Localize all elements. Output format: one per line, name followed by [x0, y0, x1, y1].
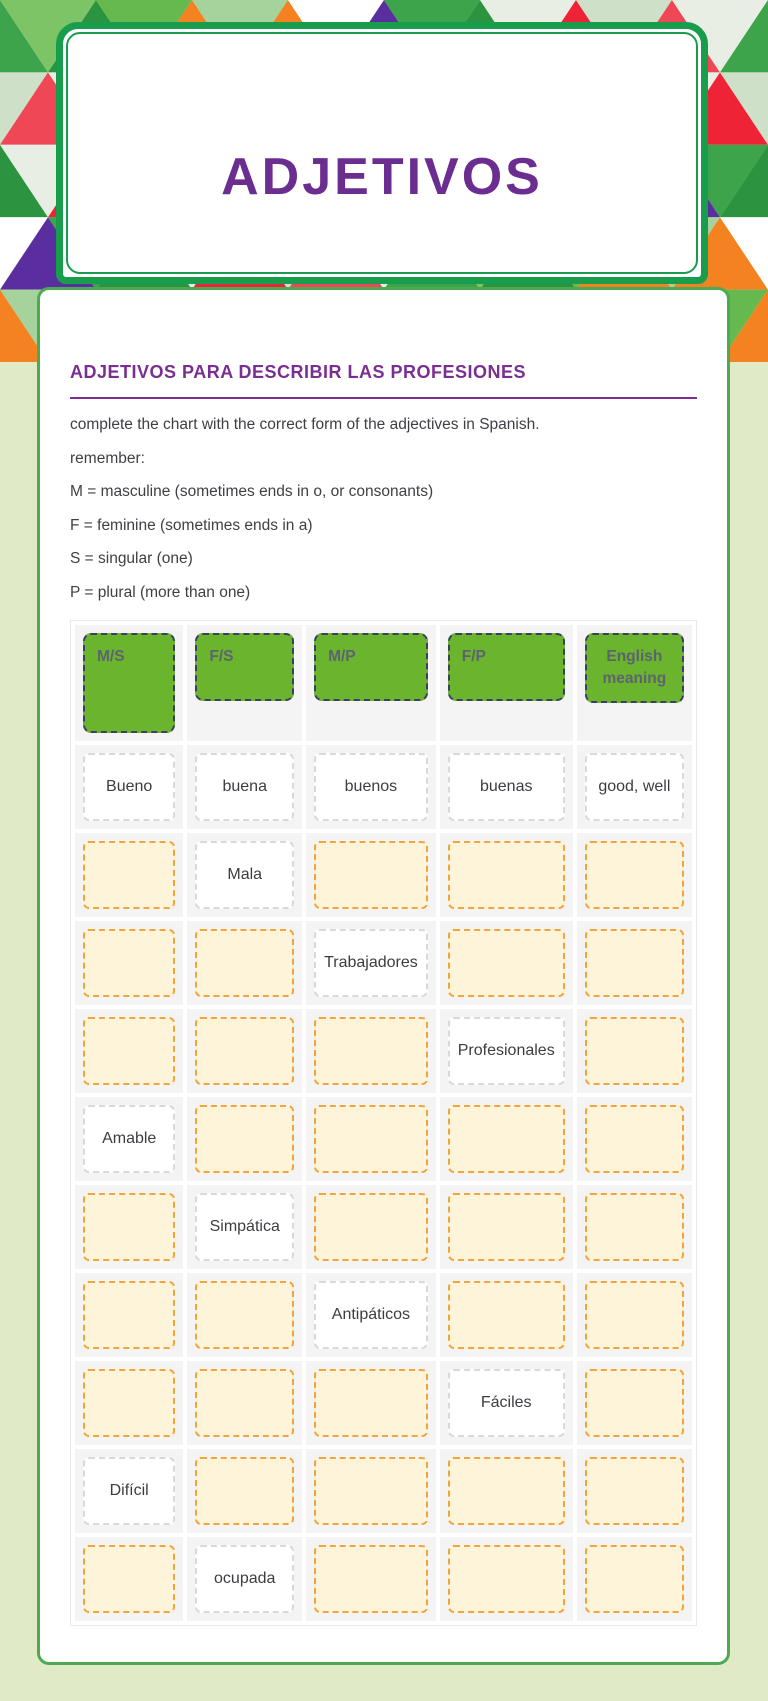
- answer-box-empty[interactable]: [448, 1193, 565, 1261]
- answer-box-filled[interactable]: Antipáticos: [314, 1281, 428, 1349]
- table-cell: [577, 1449, 692, 1533]
- answer-box-filled[interactable]: buena: [195, 753, 294, 821]
- instruction-line: complete the chart with the correct form of the adjectives in Spanish.: [70, 416, 540, 433]
- answer-box-empty[interactable]: [585, 1457, 684, 1525]
- answer-box-empty[interactable]: [448, 1457, 565, 1525]
- table-cell: [440, 1449, 573, 1533]
- table-row: [75, 1449, 692, 1533]
- answer-box-empty[interactable]: [448, 1545, 565, 1613]
- column-header-box: English meaning: [585, 633, 684, 703]
- table-cell: [577, 1185, 692, 1269]
- table-cell: [306, 921, 436, 1005]
- table-cell: [187, 1009, 302, 1093]
- table-cell: [187, 1273, 302, 1357]
- table-row: [75, 1097, 692, 1181]
- adjectives-table: [70, 620, 697, 1626]
- table-cell: [187, 625, 302, 741]
- answer-box-filled[interactable]: Fáciles: [448, 1369, 565, 1437]
- table-cell: [75, 1361, 183, 1445]
- answer-box-filled[interactable]: good, well: [585, 753, 684, 821]
- table-cell: [577, 745, 692, 829]
- answer-box-empty[interactable]: [314, 841, 428, 909]
- table-cell: [440, 833, 573, 917]
- answer-box-empty[interactable]: [83, 1369, 175, 1437]
- answer-box-empty[interactable]: [314, 1017, 428, 1085]
- answer-box-empty[interactable]: [83, 1545, 175, 1613]
- answer-box-empty[interactable]: [448, 1105, 565, 1173]
- table-cell: [187, 1097, 302, 1181]
- table-cell: [306, 1537, 436, 1621]
- worksheet-title: ADJETIVOS: [221, 148, 543, 206]
- table-cell: [306, 1097, 436, 1181]
- table-cell: [577, 1537, 692, 1621]
- answer-box-filled[interactable]: Simpática: [195, 1193, 294, 1261]
- answer-box-filled[interactable]: Profesionales: [448, 1017, 565, 1085]
- table-cell: [187, 1449, 302, 1533]
- worksheet-body-card: [37, 287, 730, 1665]
- table-cell: [75, 1449, 183, 1533]
- table-cell: [187, 1361, 302, 1445]
- table-cell: [577, 921, 692, 1005]
- table-row: [75, 833, 692, 917]
- answer-box-empty[interactable]: [83, 1281, 175, 1349]
- answer-box-empty[interactable]: [585, 841, 684, 909]
- table-cell: [75, 1273, 183, 1357]
- instruction-line: P = plural (more than one): [70, 583, 251, 601]
- answer-box-empty[interactable]: [83, 1193, 175, 1261]
- answer-box-empty[interactable]: [585, 1281, 684, 1349]
- answer-box-filled[interactable]: buenos: [314, 753, 428, 821]
- table-cell: [440, 1185, 573, 1269]
- answer-box-filled[interactable]: ocupada: [195, 1545, 294, 1613]
- table-row: [75, 1185, 692, 1269]
- answer-box-empty[interactable]: [314, 1457, 428, 1525]
- table-cell: [577, 1097, 692, 1181]
- answer-box-empty[interactable]: [585, 1017, 684, 1085]
- answer-box-empty[interactable]: [83, 841, 175, 909]
- answer-box-empty[interactable]: [585, 929, 684, 997]
- instruction-line: M = masculine (sometimes ends in o, or consonants): [70, 483, 434, 500]
- table-cell: [75, 1097, 183, 1181]
- answer-box-empty[interactable]: [83, 929, 175, 997]
- answer-box-filled[interactable]: Amable: [83, 1105, 175, 1173]
- instruction-line: S = singular (one): [70, 550, 193, 567]
- table-row: [75, 1009, 692, 1093]
- answer-box-filled[interactable]: Difícil: [83, 1457, 175, 1525]
- table-cell: [440, 1537, 573, 1621]
- table-cell: [75, 1009, 183, 1093]
- answer-box-empty[interactable]: [585, 1369, 684, 1437]
- table-cell: [440, 921, 573, 1005]
- answer-box-empty[interactable]: [195, 929, 294, 997]
- table-cell: [440, 1273, 573, 1357]
- answer-box-empty[interactable]: [314, 1369, 428, 1437]
- answer-box-empty[interactable]: [314, 1105, 428, 1173]
- column-header-box: F/S: [195, 633, 294, 701]
- table-cell: [577, 833, 692, 917]
- table-row: [75, 1537, 692, 1621]
- answer-box-empty[interactable]: [195, 1369, 294, 1437]
- table-row: [75, 1273, 692, 1357]
- table-cell: [75, 1185, 183, 1269]
- table-cell: [440, 625, 573, 741]
- table-row: [75, 1361, 692, 1445]
- table-cell: [440, 745, 573, 829]
- table-cell: [75, 745, 183, 829]
- table-cell: [187, 745, 302, 829]
- table-cell: [187, 833, 302, 917]
- table-cell: [75, 1537, 183, 1621]
- column-header-box: M/S: [83, 633, 175, 733]
- table-cell: [306, 1273, 436, 1357]
- answer-box-empty[interactable]: [195, 1105, 294, 1173]
- table-cell: [75, 833, 183, 917]
- answer-box-filled[interactable]: Bueno: [83, 753, 175, 821]
- answer-box-empty[interactable]: [195, 1017, 294, 1085]
- answer-box-empty[interactable]: [585, 1545, 684, 1613]
- table-cell: [187, 921, 302, 1005]
- table-cell: [440, 1009, 573, 1093]
- table-row: [75, 745, 692, 829]
- answer-box-empty[interactable]: [448, 929, 565, 997]
- answer-box-empty[interactable]: [585, 1193, 684, 1261]
- answer-box-filled[interactable]: Mala: [195, 841, 294, 909]
- answer-box-empty[interactable]: [314, 1545, 428, 1613]
- table-cell: [306, 1185, 436, 1269]
- answer-box-empty[interactable]: [195, 1457, 294, 1525]
- table-cell: [440, 1097, 573, 1181]
- table-cell: [440, 1361, 573, 1445]
- table-cell: [577, 1009, 692, 1093]
- table-cell: [306, 625, 436, 741]
- table-cell: [187, 1537, 302, 1621]
- column-header-box: M/P: [314, 633, 428, 701]
- table-row: [75, 921, 692, 1005]
- answer-box-empty[interactable]: [314, 1193, 428, 1261]
- table-cell: [187, 1185, 302, 1269]
- answer-box-empty[interactable]: [195, 1281, 294, 1349]
- column-header-box: F/P: [448, 633, 565, 701]
- table-cell: [75, 625, 183, 741]
- section-heading: ADJETIVOS PARA DESCRIBIR LAS PROFESIONES: [70, 362, 697, 399]
- answer-box-empty[interactable]: [448, 841, 565, 909]
- table-cell: [306, 1449, 436, 1533]
- table-cell: [75, 921, 183, 1005]
- table-cell: [306, 1009, 436, 1093]
- answer-box-filled[interactable]: Trabajadores: [314, 929, 428, 997]
- answer-box-empty[interactable]: [83, 1017, 175, 1085]
- table-cell: [577, 1361, 692, 1445]
- table-cell: [577, 625, 692, 741]
- table-cell: [306, 745, 436, 829]
- table-cell: [577, 1273, 692, 1357]
- answer-box-empty[interactable]: [585, 1105, 684, 1173]
- table-cell: [306, 833, 436, 917]
- title-card: [56, 22, 708, 284]
- instruction-line: F = feminine (sometimes ends in a): [70, 516, 313, 534]
- answer-box-filled[interactable]: buenas: [448, 753, 565, 821]
- table-header-row: [75, 625, 692, 741]
- table-cell: [306, 1361, 436, 1445]
- instructions-block: [70, 408, 697, 609]
- answer-box-empty[interactable]: [448, 1281, 565, 1349]
- instruction-line: remember:: [70, 449, 145, 467]
